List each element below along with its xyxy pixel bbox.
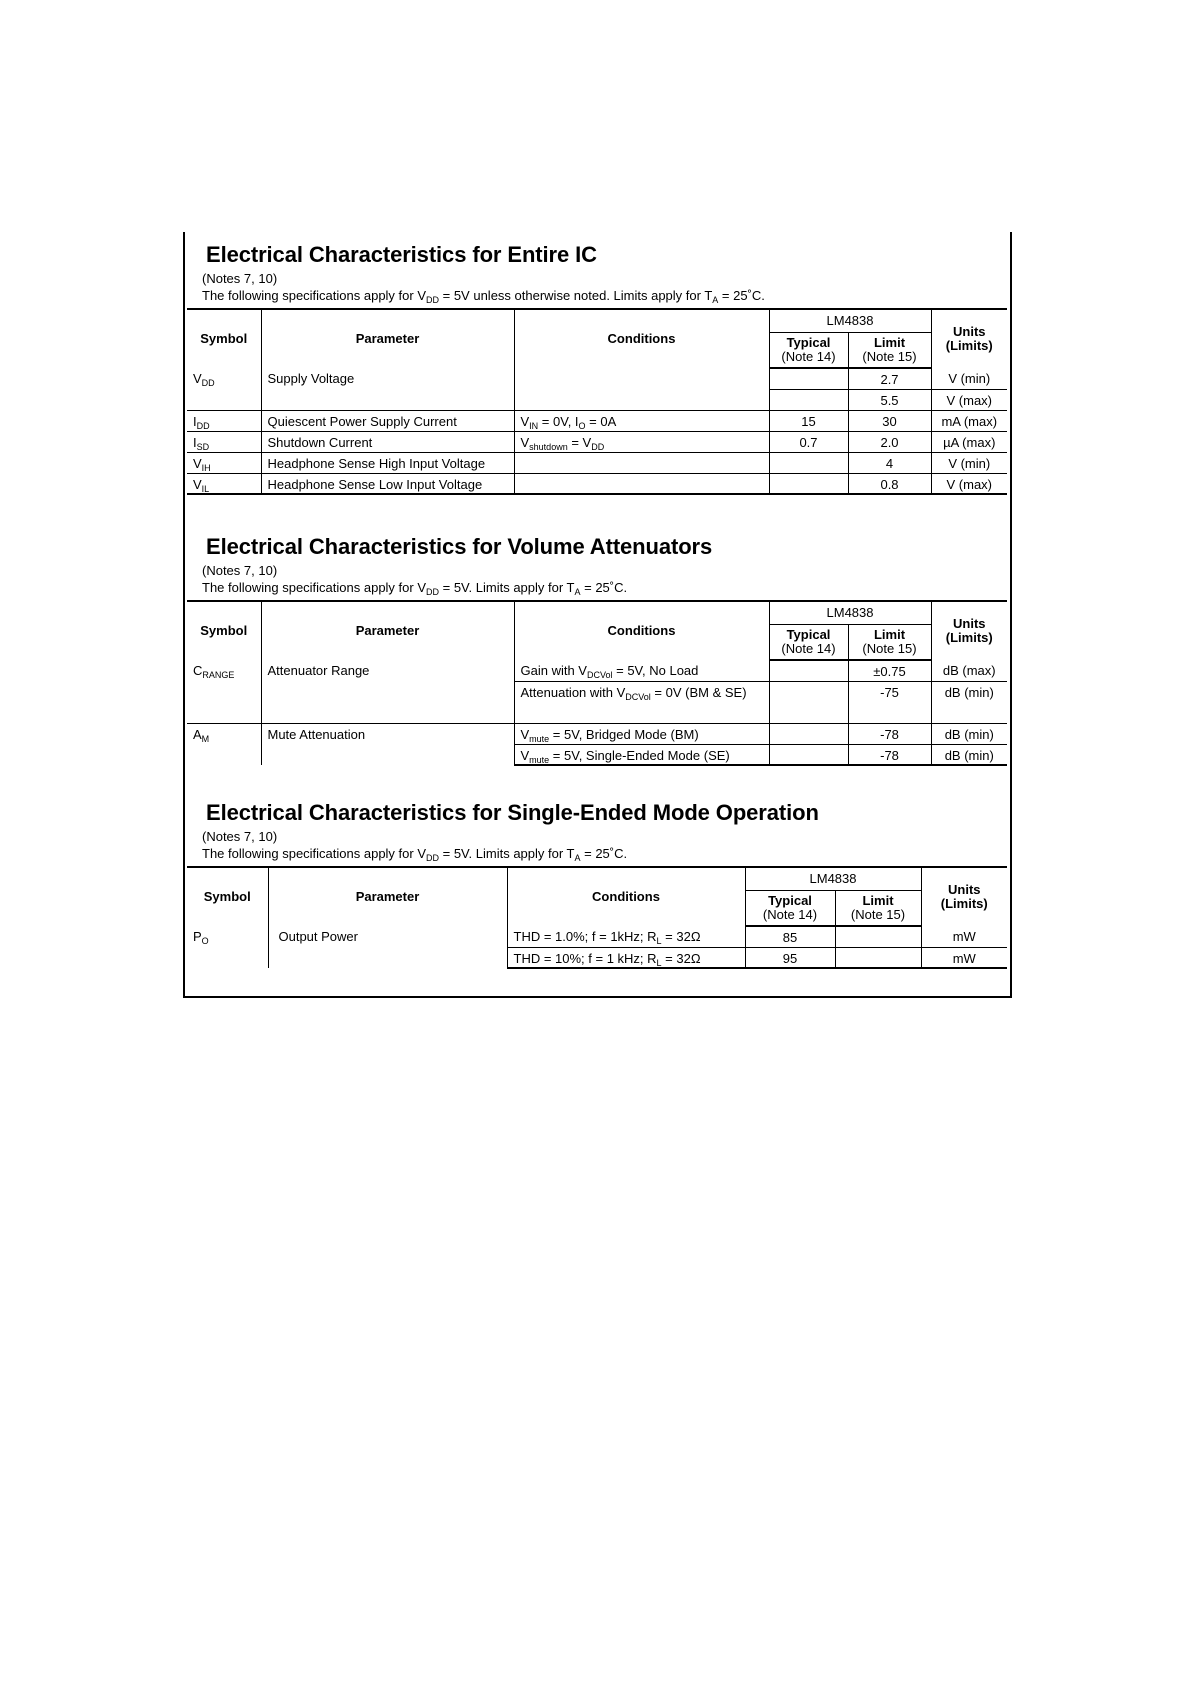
cell-units: V (max) [931, 389, 1007, 410]
table-row [187, 660, 1007, 681]
col-typical: Typical (Note 14) [769, 625, 848, 661]
col-limit: Limit (Note 15) [848, 333, 931, 369]
cell-conditions: THD = 10%; f = 1 kHz; $R_L = 32\Omega$ [507, 947, 745, 968]
cell-conditions: THD = 1.0%; f = 1kHz; $R_L = 32\Omega$ [507, 926, 745, 947]
spec-table [187, 602, 1007, 766]
table-row [187, 473, 1007, 494]
col-units: Units (Limits) [931, 602, 1007, 660]
section-title: Electrical Characteristics for Entire IC [206, 242, 597, 267]
col-units: Units (Limits) [921, 868, 1007, 926]
section-entire-ic [187, 242, 1007, 495]
section-notes: (Notes 7, 10) [202, 563, 278, 578]
cell-symbol: $V_{IH}$ [187, 452, 261, 473]
cell-limit: ±0.75 [848, 660, 931, 681]
col-part: LM4838 [745, 868, 921, 891]
cell-typical [769, 389, 848, 410]
table-row [187, 926, 1007, 947]
cell-parameter: Shutdown Current [261, 431, 514, 452]
cell-typical [769, 660, 848, 681]
cell-parameter: Attenuator Range [261, 660, 514, 723]
cell-limit: -78 [848, 744, 931, 765]
cell-limit: 5.5 [848, 389, 931, 410]
section-title: Electrical Characteristics for Single-Ended Mode Operation [206, 800, 819, 825]
cell-units: V (max) [931, 473, 1007, 494]
cell-units: V (min) [931, 452, 1007, 473]
cell-conditions: Attenuation with $V_{DCVol} = 0V$ (BM & SE) [514, 681, 769, 723]
cell-units: mW [921, 947, 1007, 968]
table-row [187, 723, 1007, 744]
cell-conditions: $V_{IN} = 0V$, $I_O = 0A$ [514, 410, 769, 431]
cell-units: mW [921, 926, 1007, 947]
cell-symbol: $C_{RANGE}$ [193, 663, 235, 680]
cell-parameter: Supply Voltage [261, 368, 514, 410]
col-symbol: Symbol [200, 331, 248, 346]
spec-table [187, 310, 1007, 495]
section-spec: The following specifications apply for $V_{DD} = 5V$. Limits apply for $T_A$ = 25˚C. [202, 846, 628, 863]
cell-conditions [514, 473, 769, 494]
section-notes: (Notes 7, 10) [202, 271, 278, 286]
col-limit: Limit (Note 15) [835, 891, 921, 927]
col-part: LM4838 [769, 602, 931, 625]
cell-typical: 0.7 [769, 431, 848, 452]
cell-units: µA (max) [931, 431, 1007, 452]
cell-conditions: $V_{mute} = 5V$, Single-Ended Mode (SE) [514, 744, 769, 765]
col-limit: Limit (Note 15) [848, 625, 931, 661]
col-typical: Typical (Note 14) [745, 891, 835, 927]
cell-limit: 2.0 [848, 431, 931, 452]
cell-limit: 4 [848, 452, 931, 473]
cell-limit: -78 [848, 723, 931, 744]
col-units: Units (Limits) [931, 310, 1007, 368]
col-conditions: Conditions [507, 868, 745, 926]
col-part: LM4838 [769, 310, 931, 333]
table-row [187, 431, 1007, 452]
cell-typical [769, 681, 848, 723]
cell-parameter: Mute Attenuation [261, 723, 514, 765]
cell-limit: 2.7 [848, 368, 931, 389]
section-volume-attenuators [187, 534, 1007, 766]
section-single-ended-mode [187, 800, 1007, 969]
cell-symbol: $V_{IL}$ [187, 473, 261, 494]
cell-typical: 95 [745, 947, 835, 968]
section-spec: The following specifications apply for $V_{DD} = 5V$ unless otherwise noted. Limits apply for $T_A$ = 25˚C. [202, 288, 765, 305]
col-symbol: Symbol [203, 889, 251, 904]
cell-units: dB (min) [931, 723, 1007, 744]
cell-parameter: Quiescent Power Supply Current [261, 410, 514, 431]
cell-typical [769, 452, 848, 473]
cell-symbol: $V_{DD}$ [193, 371, 215, 388]
cell-limit: 0.8 [848, 473, 931, 494]
cell-typical: 85 [745, 926, 835, 947]
col-symbol: Symbol [200, 623, 248, 638]
cell-symbol: $A_M$ [187, 723, 261, 765]
cell-typical [769, 473, 848, 494]
col-conditions: Conditions [514, 310, 769, 368]
cell-conditions: $V_{mute} = 5V$, Bridged Mode (BM) [514, 723, 769, 744]
cell-conditions [514, 368, 769, 410]
cell-typical [769, 368, 848, 389]
cell-units: mA (max) [931, 410, 1007, 431]
cell-parameter: Headphone Sense Low Input Voltage [261, 473, 514, 494]
table-row [187, 452, 1007, 473]
cell-limit [835, 926, 921, 947]
cell-limit: -75 [848, 681, 931, 723]
cell-symbol: $I_{SD}$ [187, 431, 261, 452]
section-spec: The following specifications apply for $V_{DD} = 5V$. Limits apply for $T_A$ = 25˚C. [202, 580, 628, 597]
cell-limit: 30 [848, 410, 931, 431]
cell-units: dB (min) [931, 681, 1007, 723]
cell-conditions: $V_{shutdown} = V_{DD}$ [514, 431, 769, 452]
cell-typical [769, 744, 848, 765]
cell-conditions: Gain with $V_{DCVol} = 5V$, No Load [514, 660, 769, 681]
section-title: Electrical Characteristics for Volume Attenuators [206, 534, 713, 559]
table-row [187, 368, 1007, 389]
cell-parameter: Headphone Sense High Input Voltage [261, 452, 514, 473]
spec-table [187, 868, 1007, 969]
cell-symbol: $P_O$ [193, 929, 209, 946]
cell-conditions [514, 452, 769, 473]
col-typical: Typical (Note 14) [769, 333, 848, 369]
section-notes: (Notes 7, 10) [202, 829, 278, 844]
cell-units: dB (min) [931, 744, 1007, 765]
col-parameter: Parameter [261, 310, 514, 368]
col-parameter: Parameter [268, 868, 507, 926]
cell-parameter: Output Power [268, 926, 507, 968]
col-parameter: Parameter [261, 602, 514, 660]
cell-symbol: $I_{DD}$ [187, 410, 261, 431]
cell-limit [835, 947, 921, 968]
table-row [187, 410, 1007, 431]
cell-typical [769, 723, 848, 744]
cell-typical: 15 [769, 410, 848, 431]
cell-units: V (min) [931, 368, 1007, 389]
col-conditions: Conditions [514, 602, 769, 660]
cell-units: dB (max) [931, 660, 1007, 681]
